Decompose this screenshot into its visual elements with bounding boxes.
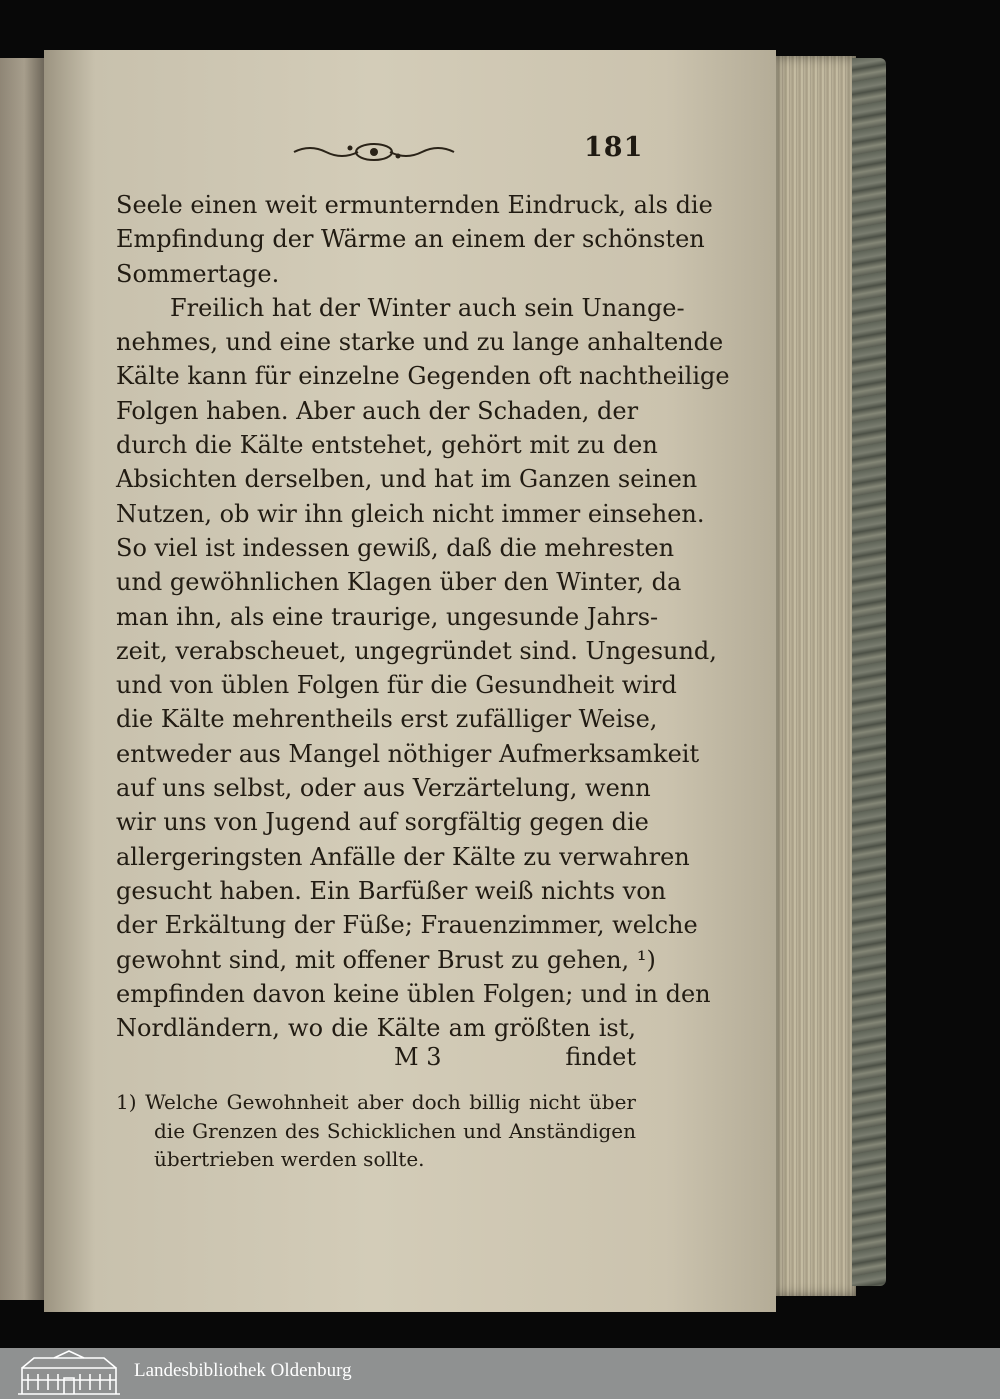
text-line: allergeringsten Anfälle der Kälte zu verwahren [116, 842, 690, 871]
text-line: gewohnt sind, mit offener Brust zu gehen, ¹) [116, 945, 656, 974]
text-line: So viel ist indessen gewiß, daß die mehresten [116, 533, 675, 562]
footnote-line: übertrieben werden sollte. [154, 1147, 425, 1171]
facing-page-edge [0, 58, 44, 1300]
text-line: Kälte kann für einzelne Gegenden oft nachtheilige [116, 362, 730, 391]
page-edges [776, 56, 856, 1296]
text-line: durch die Kälte entstehet, gehört mit zu den [116, 431, 658, 460]
text-line: auf uns selbst, oder aus Verzärtelung, wenn [116, 774, 651, 803]
text-line: wir uns von Jugend auf sorgfältig gegen die [116, 808, 649, 837]
text-line: Nutzen, ob wir ihn gleich nicht immer einsehen. [116, 499, 705, 528]
body-text [116, 188, 730, 1045]
header-ornament [290, 138, 458, 166]
text-line: empfinden davon keine üblen Folgen; und in den [116, 979, 711, 1008]
text-line: die Kälte mehrentheils erst zufälliger Weise, [116, 705, 658, 734]
page-number: 181 [584, 132, 644, 163]
text-line: man ihn, als eine traurige, ungesunde Jahrs- [116, 602, 659, 631]
library-name: Landesbibliothek Oldenburg [134, 1360, 352, 1381]
text-line: zeit, verabscheuet, ungegründet sind. Ungesund, [116, 636, 717, 665]
text-line: Folgen haben. Aber auch der Schaden, der [116, 396, 639, 425]
text-line: und gewöhnlichen Klagen über den Winter, da [116, 568, 682, 597]
text-line: Absichten derselben, und hat im Ganzen seinen [116, 465, 698, 494]
catchword: findet [565, 1043, 636, 1071]
text-line: Sommertage. [116, 259, 280, 288]
text-line: und von üblen Folgen für die Gesundheit wird [116, 671, 677, 700]
text-line: gesucht haben. Ein Barfüßer weiß nichts von [116, 876, 667, 905]
text-line: entweder aus Mangel nöthiger Aufmerksamkeit [116, 739, 700, 768]
library-building-icon [14, 1350, 124, 1396]
catchline [116, 1040, 636, 1074]
text-line: nehmes, und eine starke und zu lange anhaltende [116, 328, 724, 357]
footnote-line: 1) Welche Gewohnheit aber doch billig nicht über [116, 1090, 636, 1114]
text-line: Nordländern, wo die Kälte am größten ist, [116, 1014, 636, 1043]
marbled-cover [852, 58, 886, 1286]
text-line: der Erkältung der Füße; Frauenzimmer, welche [116, 911, 698, 940]
footnote-line: die Grenzen des Schicklichen und Anständigen [154, 1118, 636, 1143]
text-line: Empfindung der Wärme an einem der schönsten [116, 225, 705, 254]
signature-mark: M 3 [394, 1043, 442, 1071]
footnote [116, 1088, 636, 1174]
text-line: Seele einen weit ermunternden Eindruck, als die [116, 191, 713, 219]
text-line: Freilich hat der Winter auch sein Unange- [170, 293, 685, 322]
